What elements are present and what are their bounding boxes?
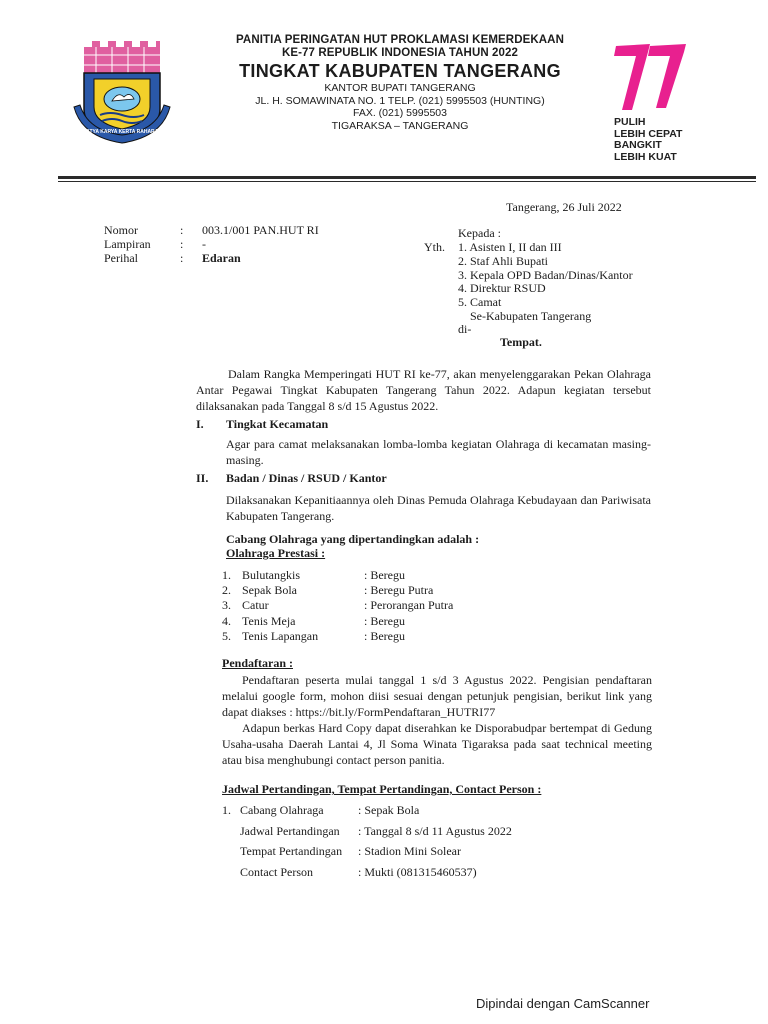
letterhead <box>215 34 585 132</box>
header-rule-thick <box>58 176 756 179</box>
schedule-label: Jadwal Pertandingan <box>240 824 340 838</box>
section1-title: Tingkat Kecamatan <box>226 417 329 431</box>
colon: : <box>180 223 184 237</box>
kabupaten-logo <box>72 33 172 145</box>
hut-slogan <box>614 117 682 163</box>
schedule-value: : Tanggal 8 s/d 11 Agustus 2022 <box>358 824 512 838</box>
sport-num: 2. <box>222 583 231 597</box>
slogan-line: PULIH <box>614 116 646 128</box>
section-number: I. <box>196 417 204 431</box>
lampiran-label: Lampiran <box>104 237 151 251</box>
scanner-watermark: Dipindai dengan CamScanner <box>476 996 650 1011</box>
sport-num: 1. <box>222 568 231 582</box>
nomor-label: Nomor <box>104 223 138 237</box>
header-city: TIGARAKSA – TANGERANG <box>331 119 469 132</box>
pendaftaran-text2: Adapun berkas Hard Copy dapat diserahkan ke Disporabudpar bertempat di Gedung Usaha-usaha Daerah Lantai 4, Jl Soma Winata Tigaraksa pada saat technical meeting atau bisa menghubungi contact person panitia. <box>222 721 652 767</box>
recipient-item: 5. Camat <box>458 295 502 309</box>
sport-type: : Beregu <box>364 614 405 628</box>
letter-date: Tangerang, 26 Juli 2022 <box>506 200 622 214</box>
header-title: TINGKAT KABUPATEN TANGERANG <box>239 61 561 81</box>
recipient-item: 2. Staf Ahli Bupati <box>458 254 548 268</box>
lampiran-value: - <box>202 237 206 251</box>
recipient-item: 3. Kepala OPD Badan/Dinas/Kantor <box>458 268 633 282</box>
sport-name: Tenis Meja <box>242 614 296 628</box>
section2-title: Badan / Dinas / RSUD / Kantor <box>226 471 387 485</box>
sport-num: 5. <box>222 629 231 643</box>
pendaftaran-text1: Pendaftaran peserta mulai tanggal 1 s/d 3 Agustus 2022. Pengisian pendaftaran melalui google form, mohon diisi sesuai dengan petunjuk pengisian, berikut link yang dapat diakses : https://bit.ly/FormPendaftaran_HUTRI77 <box>222 673 652 719</box>
sport-type: : Perorangan Putra <box>364 598 454 612</box>
nomor-value: 003.1/001 PAN.HUT RI <box>202 223 319 237</box>
sport-name: Sepak Bola <box>242 583 297 597</box>
schedule-value: : Mukti (081315460537) <box>358 865 477 879</box>
schedule-label: Contact Person <box>240 865 313 879</box>
logo-motto: SATYA KARYA KERTA RAHARJA <box>82 129 162 135</box>
sport-name: Tenis Lapangan <box>242 629 319 643</box>
header-office: KANTOR BUPATI TANGERANG <box>324 82 476 94</box>
colon: : <box>180 251 184 265</box>
yth-label: Yth. <box>424 240 445 254</box>
tempat-label: Tempat. <box>500 335 542 349</box>
section1-text: Agar para camat melaksanakan lomba-lomba kegiatan Olahraga di kecamatan masing-masing. <box>226 437 651 467</box>
schedule-num: 1. <box>222 803 231 817</box>
colon: : <box>180 237 184 251</box>
header-line1: PANITIA PERINGATAN HUT PROKLAMASI KEMERDEKAAN <box>236 34 564 46</box>
sport-num: 4. <box>222 614 231 628</box>
pendaftaran-heading: Pendaftaran : <box>222 656 293 670</box>
recipient-item: 1. Asisten I, II dan III <box>458 240 562 254</box>
header-rule-thin <box>58 181 756 182</box>
cabang-heading: Cabang Olahraga yang dipertandingkan adalah : <box>226 532 480 546</box>
schedule-label: Cabang Olahraga <box>240 803 324 817</box>
header-address: JL. H. SOMAWINATA NO. 1 TELP. (021) 5995503 (HUNTING) <box>255 94 545 107</box>
kepada-label: Kepada : <box>458 226 501 240</box>
hut-77-logo <box>610 40 690 115</box>
slogan-line: LEBIH KUAT <box>614 150 677 163</box>
header-fax: FAX. (021) 5995503 <box>353 107 447 119</box>
sport-num: 3. <box>222 598 231 612</box>
slogan-line: LEBIH CEPAT <box>614 127 683 140</box>
di-label: di- <box>458 322 472 336</box>
schedule-label: Tempat Pertandingan <box>240 844 343 858</box>
schedule-value: : Sepak Bola <box>358 803 420 817</box>
intro-paragraph: Dalam Rangka Memperingati HUT RI ke-77, akan menyelenggarakan Pekan Olahraga Antar Pegawai Tingkat Kabupaten Tangerang Tahun 2022. Adapun kegiatan tersebut dilaksanakan pada Tanggal 8 s/d 15 Agustus 2022. <box>196 367 651 413</box>
prestasi-heading: Olahraga Prestasi : <box>226 546 326 560</box>
header-line2: KE-77 REPUBLIK INDONESIA TAHUN 2022 <box>281 47 519 59</box>
schedule-value: : Stadion Mini Solear <box>358 844 461 858</box>
perihal-label: Perihal <box>104 251 138 265</box>
sport-name: Catur <box>242 598 269 612</box>
sport-type: : Beregu Putra <box>364 583 434 597</box>
section2-text: Dilaksanakan Kepanitiaannya oleh Dinas Pemuda Olahraga Kebudayaan dan Pariwisata Kabupaten Tangerang. <box>226 493 651 523</box>
recipient-item: 4. Direktur RSUD <box>458 281 546 295</box>
perihal-value: Edaran <box>202 251 241 265</box>
sport-name: Bulutangkis <box>242 568 301 582</box>
recipient-item: Se-Kabupaten Tangerang <box>470 309 592 323</box>
slogan-line: BANGKIT <box>614 139 662 151</box>
section-number: II. <box>196 471 209 485</box>
jadwal-heading: Jadwal Pertandingan, Tempat Pertandingan, Contact Person : <box>222 782 542 796</box>
sport-type: : Beregu <box>364 568 405 582</box>
sport-type: : Beregu <box>364 629 405 643</box>
